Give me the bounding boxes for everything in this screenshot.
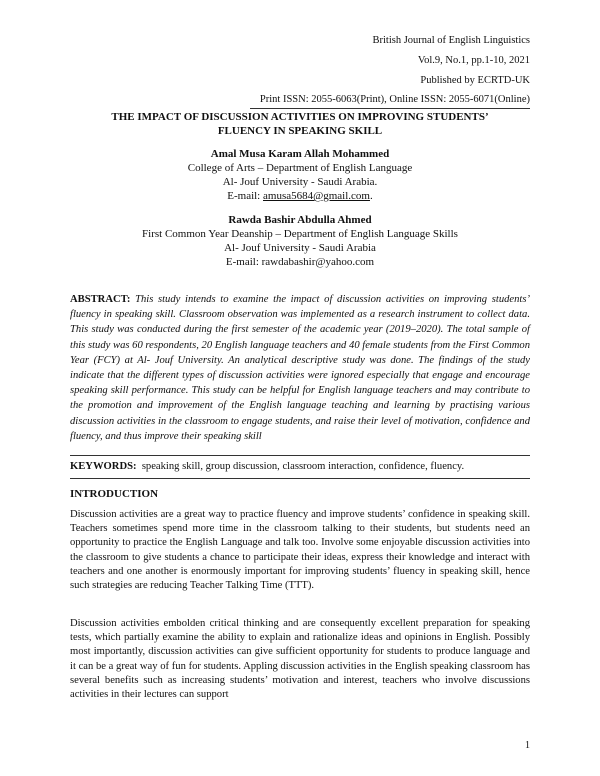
volume-info: Vol.9, No.1, pp.1-10, 2021 xyxy=(417,55,530,66)
title-line-1: THE IMPACT OF DISCUSSION ACTIVITIES ON IMPROVING STUDENTS’ xyxy=(111,111,489,123)
page-number: 1 xyxy=(525,740,530,751)
author-1-email-link[interactable]: amusa5684@gmail.com xyxy=(263,190,370,202)
issn-info: Print ISSN: 2055-6063(Print), Online ISSN: 2055-6071(Online) xyxy=(250,93,530,109)
abstract-label: ABSTRACT: xyxy=(70,294,131,305)
author-2-dept: First Common Year Deanship – Department of English Language Skills xyxy=(142,228,458,240)
author-2-block xyxy=(70,213,530,269)
author-1-univ: Al- Jouf University - Saudi Arabia. xyxy=(222,176,378,188)
paper-title xyxy=(70,110,530,138)
author-1-dept: College of Arts – Department of English Language xyxy=(187,162,413,174)
email-end: . xyxy=(369,190,373,202)
email-label: E-mail: xyxy=(227,190,263,202)
section-heading-introduction: INTRODUCTION xyxy=(70,488,159,500)
author-1-block xyxy=(70,147,530,203)
keywords-top-rule xyxy=(70,455,530,456)
keywords-bottom-rule xyxy=(70,478,530,479)
author-1-email-line xyxy=(70,189,530,203)
abstract xyxy=(70,292,530,444)
publisher-info: Published by ECRTD-UK xyxy=(420,75,530,86)
intro-paragraph-1: Discussion activities are a great way to practice fluency and improve students’ confidence in speaking skill. Teachers sometimes spend more time in the classroom talking to their students, but students need an opportunity to practice the English Language and talk too. Involve some enjoyable discussion activities into the classroom to give students a chance to participate their ideas, express their knowledge and interact with teachers and one another is enormously important for improving students’ fluency in speaking skill, hence such strategies are reducing Teacher Talking Time (TTT). xyxy=(70,509,530,592)
author-2-univ: Al- Jouf University - Saudi Arabia xyxy=(224,242,376,254)
title-line-2: FLUENCY IN SPEAKING SKILL xyxy=(217,125,383,137)
keywords xyxy=(70,460,530,474)
abstract-text: This study intends to examine the impact of discussion activities on improving students’ fluency in speaking skill. Classroom observation was implemented as a research instrument to collect data. This study was conducted during the first semester of the academic year (2019–2020). The total sample of this study was 60 respondents, 20 English language teachers and 40 female students from the First Common Year (FCY) at Al- Jouf University. An analytical descriptive study was done. The findings of the study indicate that the different types of discussion activities were ignored especially that engage and encourage speaking skill performance. This study can be helpful for English language teachers and may contribute to the promotion and improvement of the English language teaching and learning by practising various discussion activities in the classroom to engage students, and raise their level of motivation, confidence and fluency, and thus improve their speaking skill xyxy=(70,294,531,442)
journal-name: British Journal of English Linguistics xyxy=(372,35,530,46)
author-2-email: E-mail: rawdabashir@yahoo.com xyxy=(225,256,375,268)
author-2-name: Rawda Bashir Abdulla Ahmed xyxy=(228,214,372,226)
author-1-name: Amal Musa Karam Allah Mohammed xyxy=(210,148,390,160)
keywords-label: KEYWORDS: xyxy=(70,461,137,472)
keywords-text: speaking skill, group discussion, classroom interaction, confidence, fluency. xyxy=(141,461,465,472)
intro-paragraph-2: Discussion activities embolden critical thinking and are consequently excellent preparation for speaking tests, which partially examine the ability to explain and rationalize ideas and opinions in English. Possibly most importantly, discussion activities can give sufficient opportunity for students to produce language and it can be a great way of fun for students. Appling discussion activities in the English speaking classroom has several benefits such as increasing students’ motivation and interest, teachers who involve discussions activities in their lectures can support xyxy=(70,618,530,701)
